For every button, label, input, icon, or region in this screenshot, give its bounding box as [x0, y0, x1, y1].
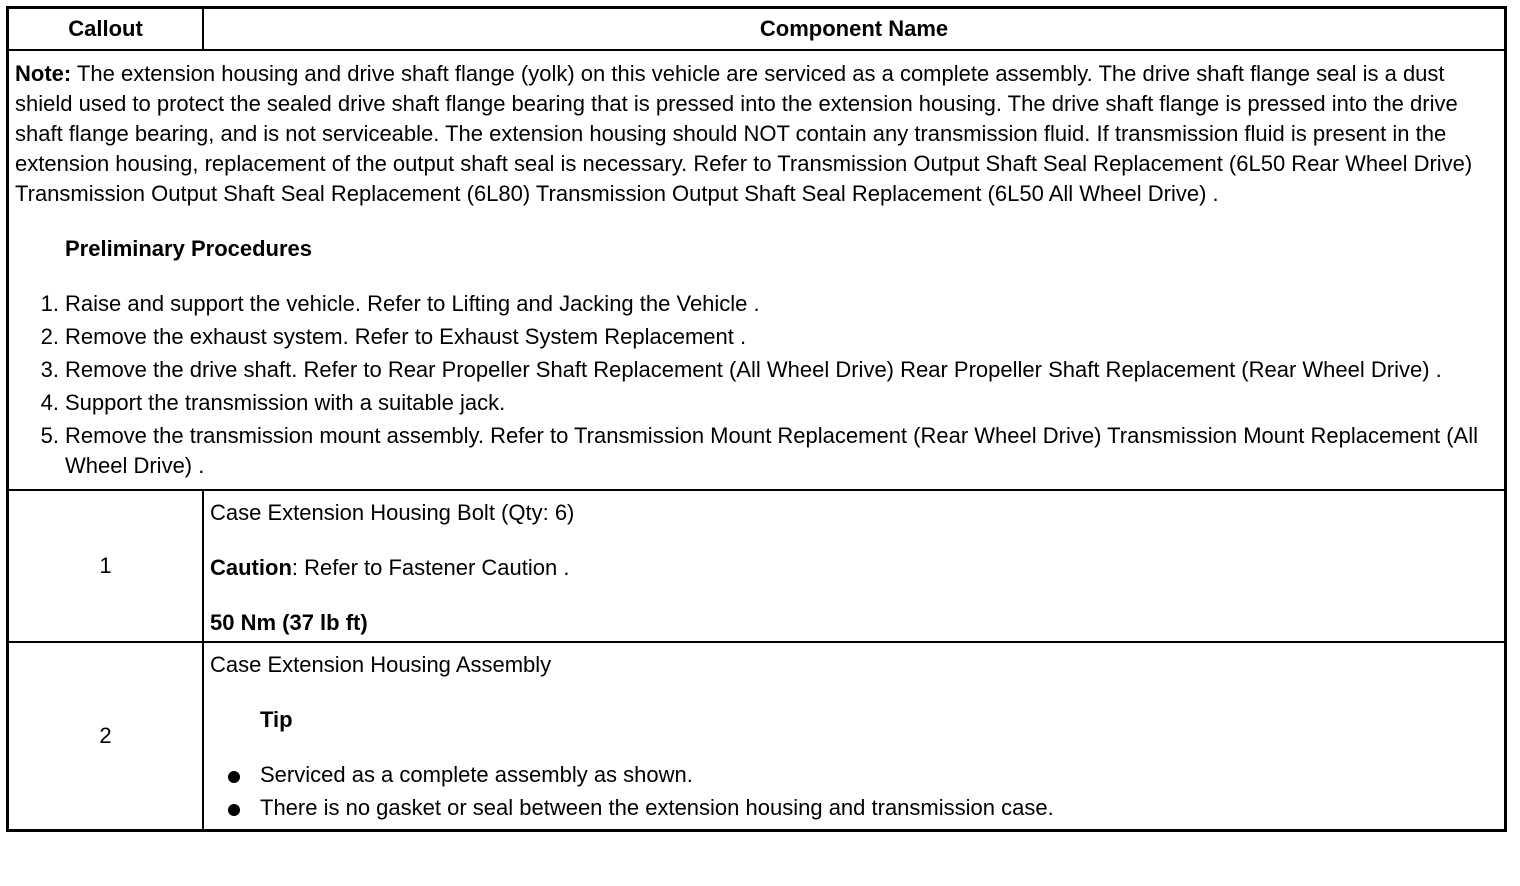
caution-label: Caution — [210, 555, 292, 580]
step-text: Support the transmission with a suitable jack. — [65, 390, 506, 415]
component-name: Case Extension Housing Assembly — [210, 652, 552, 677]
bullet-icon — [228, 804, 240, 816]
note-label: Note: — [15, 61, 72, 86]
list-item — [260, 760, 1498, 790]
caution — [210, 553, 1498, 583]
preliminary-steps — [15, 289, 1498, 481]
bullet-icon — [228, 771, 240, 783]
callout-cell: 2 — [8, 642, 204, 831]
step-item — [40, 322, 1498, 352]
preliminary-heading: Preliminary Procedures — [65, 236, 313, 261]
callout-header: Callout — [8, 8, 204, 51]
tip-text: Serviced as a complete assembly as shown. — [260, 762, 693, 787]
component-name-header: Component Name — [203, 8, 1506, 51]
tip-heading: Tip — [260, 707, 293, 732]
component-cell — [203, 490, 1506, 642]
list-item — [260, 793, 1498, 823]
step-number: 5. — [40, 423, 59, 448]
component-name: Case Extension Housing Bolt (Qty: 6) — [210, 500, 575, 525]
table-row — [8, 490, 1506, 642]
callout-cell: 1 — [8, 490, 204, 642]
tip-list — [210, 760, 1498, 823]
procedure-table — [6, 6, 1507, 832]
tip-text: There is no gasket or seal between the extension housing and transmission case. — [260, 795, 1054, 820]
step-item — [40, 388, 1498, 418]
note-row — [8, 50, 1506, 490]
step-text: Remove the exhaust system. Refer to Exhaust System Replacement . — [65, 324, 747, 349]
step-number: 1. — [40, 291, 59, 316]
note-cell — [8, 50, 1506, 490]
step-item — [40, 421, 1498, 481]
step-text: Remove the transmission mount assembly. Refer to Transmission Mount Replacement (Rear Wheel Drive) Transmission Mount Replacement (All Wheel Drive) . — [65, 423, 1479, 478]
step-text: Raise and support the vehicle. Refer to Lifting and Jacking the Vehicle . — [65, 291, 760, 316]
step-item — [40, 355, 1498, 385]
component-cell — [203, 642, 1506, 831]
step-item — [40, 289, 1498, 319]
step-text: Remove the drive shaft. Refer to Rear Propeller Shaft Replacement (All Wheel Drive) Rear Propeller Shaft Replacement (Rear Wheel Drive) . — [65, 357, 1442, 382]
torque-spec: 50 Nm (37 lb ft) — [210, 610, 368, 635]
note — [15, 59, 1498, 209]
step-number: 3. — [40, 357, 59, 382]
step-number: 4. — [40, 390, 59, 415]
caution-text: : Refer to Fastener Caution . — [291, 555, 570, 580]
note-text: The extension housing and drive shaft flange (yolk) on this vehicle are serviced as a complete assembly. The drive shaft flange seal is a dust shield used to protect the sealed drive shaft flange bearing that is pressed into the extension housing. The drive shaft flange is pressed into the drive shaft flange bearing, and is not serviceable. The extension housing should NOT contain any transmission fluid. If transmission fluid is present in the extension housing, replacement of the output shaft seal is necessary. Refer to Transmission Output Shaft Seal Replacement (6L50 Rear Wheel Drive) Transmission Output Shaft Seal Replacement (6L80) Transmission Output Shaft Seal Replacement (6L50 All Wheel Drive) . — [15, 61, 1473, 206]
step-number: 2. — [40, 324, 59, 349]
table-row — [8, 642, 1506, 831]
header-row — [8, 8, 1506, 51]
